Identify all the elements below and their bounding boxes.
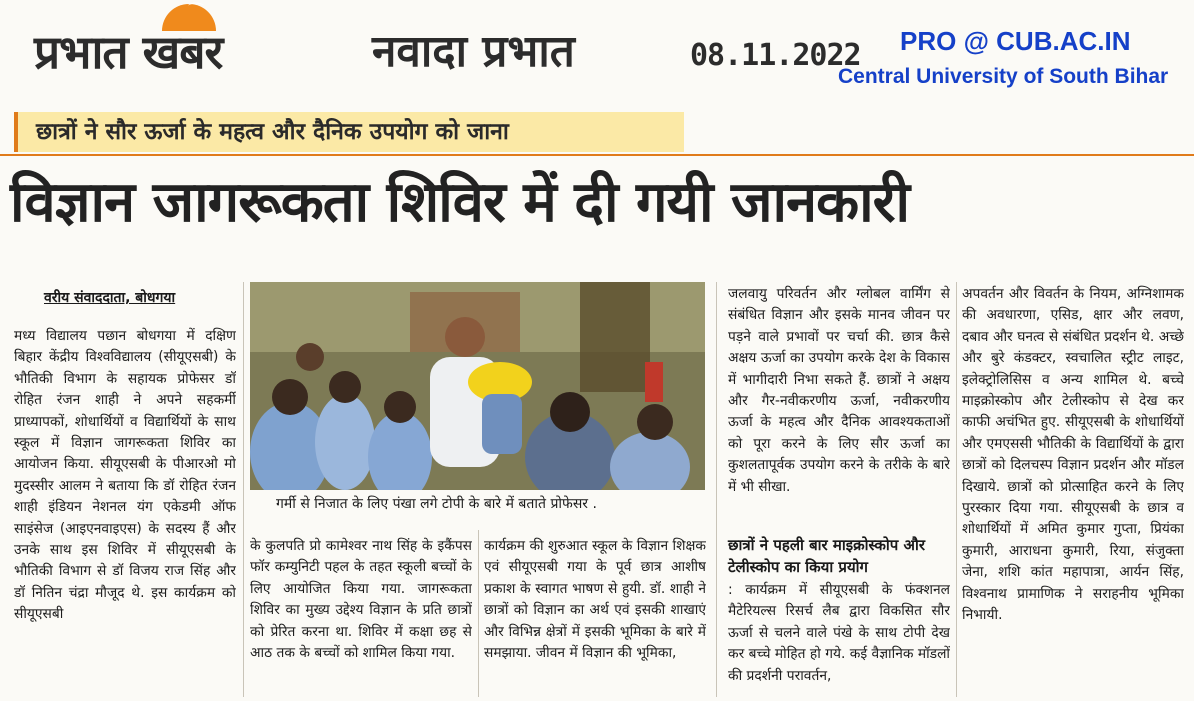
article-column-5: अपवर्तन और विवर्तन के नियम, अग्निशामक की अवधारणा, एसिड, क्षार और लवण, दबाव और घनत्व से संबंधित प्रदर्शन थे. अच्छे और बुरे कंडक्टर, स्वचालित स्ट्रीट लाइट, इलेक्ट्रोलिसिस व अन्य शामिल थे. बच्चे माइक्रोस्कोप और टेलीस्कोप से देख कर काफी अचंभित हुए. सीयूएसबी के शोधार्थियों और एमएससी भौतिकी के विद्यार्थियों के द्वारा छात्रों को दिलचस्प विज्ञान प्रदर्शन और मॉडल दिखाये. छात्रों को प्रोत्साहित करने के लिए पुरस्कार दिया गया. सीयूएसबी के छात्र व शोधार्थियों में अमित कुमार गुप्ता, प्रियंका कुमारी, आराधना कुमारी, रिया, संजुक्ता जेना, शशि कांत महापात्रा, आर्यन सिंह, विश्वनाथ प्रामाणिक ने सराहनीय भूमिका निभायी. <box>962 286 1184 624</box>
pro-email: PRO @ CUB.AC.IN <box>900 26 1131 56</box>
byline: वरीय संवाददाता, बोधगया <box>44 290 176 306</box>
photo-caption: गर्मी से निजात के लिए पंखा लगे टोपी के बारे में बताते प्रोफेसर . <box>276 496 597 512</box>
kicker-headline: छात्रों ने सौर ऊर्जा के महत्व और दैनिक उपयोग को जाना <box>14 112 684 152</box>
publication-date: 08.11.2022 <box>690 38 861 73</box>
sub-headline: छात्रों ने पहली बार माइक्रोस्कोप और टेलीस्कोप का किया प्रयोग <box>728 536 925 576</box>
university-name: Central University of South Bihar <box>838 65 1169 88</box>
article-column-1: मध्य विद्यालय पछान बोधगया में दक्षिण बिहार केंद्रीय विश्वविद्यालय (सीयूएसबी) के भौतिकी विभाग के सहायक प्रोफेसर डॉ रोहित रंजन शाही ने अपने सहकर्मी प्राध्यापकों, शोधार्थियों व विद्यार्थियों के साथ स्कूल में विज्ञान जागरूकता शिविर का आयोजन किया. सीयूएसबी के पीआरओ मो मुदस्सीर आलम ने बताया कि डॉ रोहित रंजन शाही इंडियन नेशनल यंग एकेडमी ऑफ साइंसेज (आइएनवाइएस) के सदस्य हैं और उनके साथ इस शिविर में सीयूएसबी के भौतिकी विभाग से डॉ विजय राज सिंह और डॉ नितिन चंद्रा मौजूद थे. इस कार्यक्रम को सीयूएसबी <box>14 328 236 623</box>
newspaper-logo: प्रभात खबर <box>34 25 223 79</box>
divider <box>0 154 1194 156</box>
article-column-4-top: जलवायु परिवर्तन और ग्लोबल वार्मिंग से संबंधित विज्ञान और इसके मानव जीवन पर पड़ने वाले प्रभावों पर चर्चा की. छात्र कैसे अक्षय ऊर्जा का उपयोग करके देश के विकास में भागीदारी निभा सकते हैं. छात्रों ने अक्षय और गैर-नवीकरणीय ऊर्जा, नवीकरणीय ऊर्जा के महत्व और दैनिक आवश्यकताओं को पूरा करने के लिए सौर ऊर्जा का कुशलतापूर्वक उपयोग करने के तरीके के बारे में भी सीखा. <box>728 286 950 495</box>
column-divider <box>478 530 479 697</box>
column-divider <box>956 282 957 697</box>
article-column-4-bottom: : कार्यक्रम में सीयूएसबी के फंक्शनल मैटेरियल्स रिसर्च लैब द्वारा विकसित सौर ऊर्जा से चलने वाले पंखे के साथ टोपी देख कर बच्चे मोहित हो गये. कई वैज्ञानिक मॉडलों की प्रदर्शनी परावर्तन, <box>728 582 950 684</box>
photo-illustration <box>250 282 705 490</box>
article-column-2: के कुलपति प्रो कामेश्वर नाथ सिंह के इकैंपस फॉर कम्युनिटी पहल के तहत स्कूली बच्चों के लिए आयोजित किया गया. जागरूकता शिविर का मुख्य उद्देश्य विज्ञान के प्रति छात्रों को प्रेरित करना था. शिविर में कक्षा छह से आठ तक के बच्चों को शामिल किया गया. <box>250 538 472 662</box>
logo-bird-icon: ⌒ <box>188 1 205 20</box>
article-photo <box>250 282 705 490</box>
column-divider <box>716 282 717 697</box>
main-headline: विज्ञान जागरूकता शिविर में दी गयी जानकारी <box>10 170 910 235</box>
edition-title: नवादा प्रभात <box>372 26 575 77</box>
article-column-3: कार्यक्रम की शुरुआत स्कूल के विज्ञान शिक्षक एवं सीयूएसबी गया के पूर्व छात्र आशीष प्रकाश के स्वागत भाषण से हुयी. डॉ. शाही ने छात्रों को विज्ञान का अर्थ एवं इसकी शाखाएं और विभिन्न क्षेत्रों में इसकी भूमिका के बारे में समझाया. जीवन में विज्ञान की भूमिका, <box>484 538 706 662</box>
column-divider <box>243 282 244 697</box>
